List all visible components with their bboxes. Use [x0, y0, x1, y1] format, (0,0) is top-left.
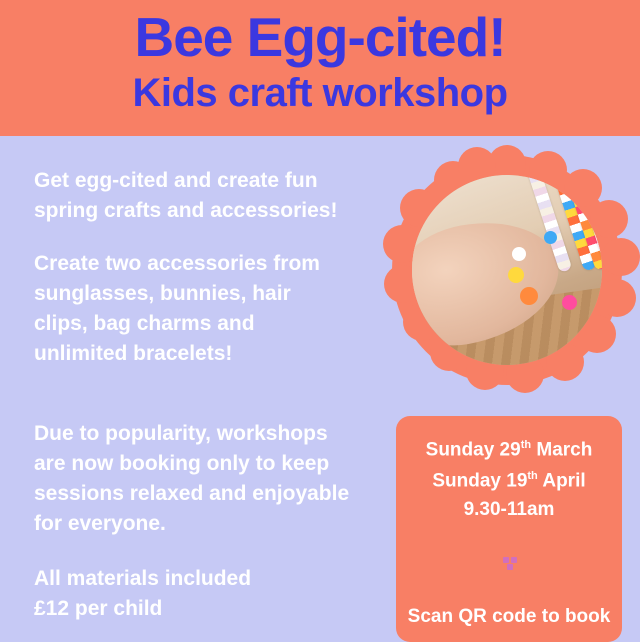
session-time: 9.30-11am	[463, 498, 555, 520]
page-subtitle: Kids craft workshop	[132, 71, 508, 115]
qr-code[interactable]	[479, 531, 539, 591]
policy-line-1: Due to popularity, workshops	[34, 422, 328, 445]
bead-charm-blue	[544, 231, 557, 244]
session-date-1-suffix: th	[520, 439, 532, 451]
price-line: £12 per child	[34, 597, 163, 620]
session-date-1-day: Sunday 29	[425, 439, 521, 461]
booking-policy-paragraph	[34, 419, 384, 539]
bead-charm-pink	[562, 295, 577, 310]
materials-line: All materials included	[34, 567, 252, 590]
bead-charm-yellow	[508, 267, 524, 283]
photo-frame	[392, 155, 622, 385]
bead-charm-orange	[520, 287, 538, 305]
accessories-line-3: clips, bag charms and	[34, 312, 255, 335]
poster-body	[0, 136, 640, 642]
booking-cta-label: Scan QR code to book	[407, 606, 611, 627]
bead-charm-white	[512, 247, 526, 261]
intro-line-1: Get egg-cited and create fun	[34, 169, 318, 192]
session-date-2	[406, 463, 612, 494]
policy-line-4: for everyone.	[34, 512, 166, 535]
accessories-line-4: unlimited bracelets!	[34, 342, 233, 365]
intro-line-2: spring crafts and accessories!	[34, 199, 338, 222]
booking-card[interactable]	[396, 416, 622, 642]
policy-line-3: sessions relaxed and enjoyable	[34, 482, 350, 505]
accessories-paragraph	[34, 249, 384, 369]
session-date-2-month: April	[537, 470, 586, 492]
session-date-2-suffix: th	[527, 470, 538, 483]
pricing-paragraph	[34, 564, 384, 624]
accessories-line-1: Create two accessories from	[34, 252, 320, 275]
poster-header	[0, 0, 640, 136]
beaded-bracelets-photo	[412, 175, 602, 365]
policy-line-2: are now booking only to keep	[34, 452, 330, 475]
session-date-1-month: March	[531, 439, 593, 461]
session-date-2-day: Sunday 19	[432, 470, 528, 492]
session-date-1	[406, 432, 612, 463]
intro-paragraph	[34, 166, 384, 226]
accessories-line-2: sunglasses, bunnies, hair	[34, 282, 291, 305]
page-title: Bee Egg-cited!	[134, 6, 506, 68]
